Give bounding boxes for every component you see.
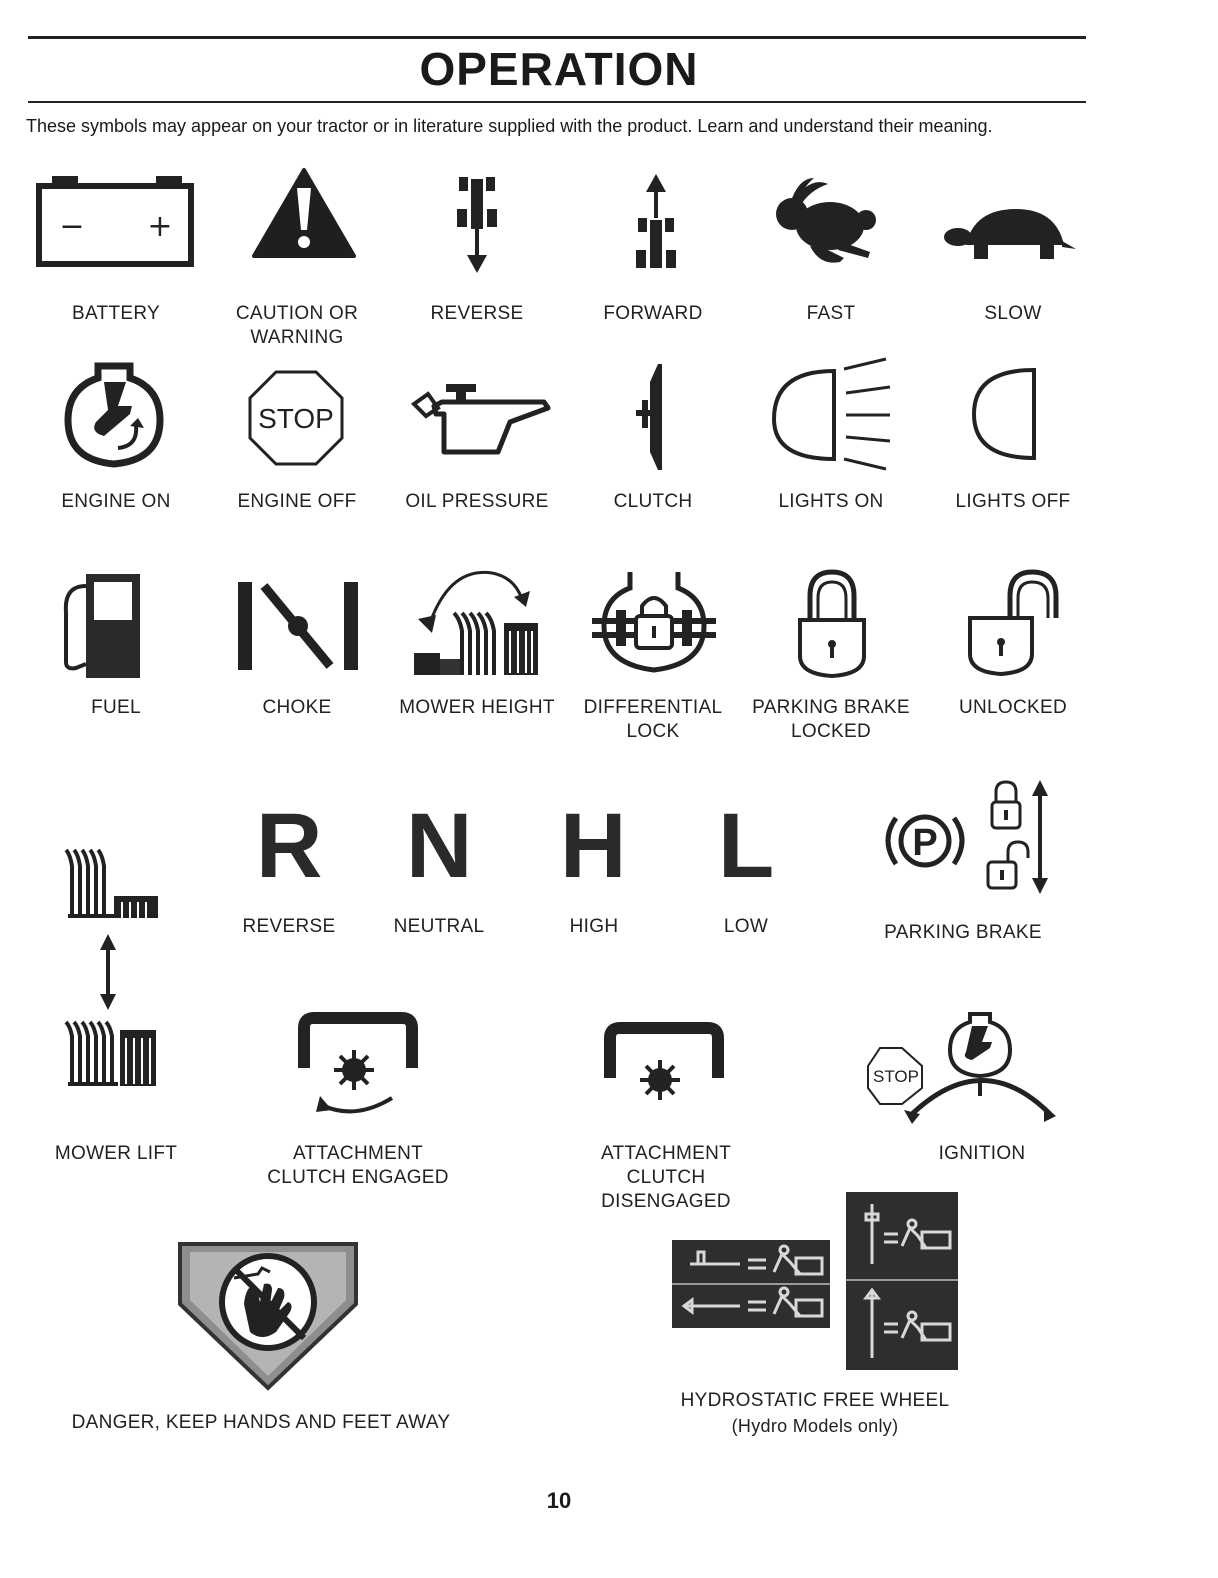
label-unlocked: UNLOCKED xyxy=(959,697,1067,718)
label-attachment-engaged: ATTACHMENT CLUTCH ENGAGED xyxy=(267,1143,449,1188)
label-lights-off: LIGHTS OFF xyxy=(955,491,1071,512)
padlock-locked-icon xyxy=(796,568,868,680)
label-caution: CAUTION OR WARNING xyxy=(235,303,359,348)
label-lights-on: LIGHTS ON xyxy=(778,491,884,512)
label-fuel: FUEL xyxy=(91,697,141,718)
hydrostatic-free-wheel-icon xyxy=(670,1190,960,1372)
label-fast: FAST xyxy=(806,303,856,324)
differential-lock-icon xyxy=(590,568,718,682)
lights-on-icon xyxy=(770,355,892,473)
choke-icon xyxy=(236,580,360,672)
padlock-unlocked-icon xyxy=(966,568,1062,678)
page-number: 10 xyxy=(546,1488,572,1513)
label-battery: BATTERY xyxy=(72,303,160,324)
oil-can-icon xyxy=(412,380,552,456)
gear-letter-r: R xyxy=(256,795,323,897)
ignition-stop-glyph: STOP xyxy=(873,1067,919,1086)
park-letter-glyph: P xyxy=(912,822,938,864)
ignition-icon xyxy=(866,1010,1058,1128)
label-choke: CHOKE xyxy=(262,697,332,718)
label-low: LOW xyxy=(723,916,769,937)
intro-text: These symbols may appear on your tractor or in literature supplied with the product. Learn and understand their meaning. xyxy=(26,116,993,136)
mower-height-icon xyxy=(410,565,542,677)
warning-triangle-icon xyxy=(252,168,356,258)
battery-plus-glyph: + xyxy=(147,209,173,244)
label-neutral: NEUTRAL xyxy=(393,916,485,937)
battery-icon xyxy=(36,176,196,268)
parking-brake-icon xyxy=(878,778,1054,898)
engine-on-icon xyxy=(64,360,164,470)
mower-lift-icon xyxy=(64,846,160,1092)
attachment-disengaged-icon xyxy=(602,1024,726,1112)
label-mower-lift: MOWER LIFT xyxy=(54,1143,178,1164)
label-high: HIGH xyxy=(569,916,619,937)
label-parking-brake: PARKING BRAKE xyxy=(884,922,1042,943)
label-slow: SLOW xyxy=(984,303,1042,324)
fuel-pump-icon xyxy=(60,572,144,680)
label-forward: FORWARD xyxy=(603,303,703,324)
reverse-tractor-icon xyxy=(454,175,500,275)
turtle-icon xyxy=(944,205,1078,265)
label-oil-pressure: OIL PRESSURE xyxy=(405,491,549,512)
lights-off-icon xyxy=(970,368,1042,460)
label-reverse-gear: REVERSE xyxy=(242,916,336,937)
label-engine-off: ENGINE OFF xyxy=(237,491,357,512)
label-mower-height: MOWER HEIGHT xyxy=(399,697,555,718)
label-clutch: CLUTCH xyxy=(613,491,693,512)
gear-letter-l: L xyxy=(718,795,775,897)
label-hydro-line2: (Hydro Models only) xyxy=(731,1416,899,1436)
label-differential-lock: DIFFERENTIAL LOCK xyxy=(583,697,723,742)
label-attachment-disengaged: ATTACHMENT CLUTCH DISENGAGED xyxy=(600,1143,731,1212)
top-rule xyxy=(28,36,1086,39)
label-engine-on: ENGINE ON xyxy=(61,491,171,512)
stop-sign-icon xyxy=(248,370,344,466)
label-ignition: IGNITION xyxy=(938,1143,1026,1164)
label-parking-brake-locked: PARKING BRAKE LOCKED xyxy=(752,697,910,742)
gear-letter-h: H xyxy=(560,795,627,897)
danger-hands-icon xyxy=(174,1240,362,1392)
clutch-icon xyxy=(632,362,672,472)
title-rule xyxy=(28,101,1086,103)
attachment-engaged-icon xyxy=(296,1014,420,1120)
battery-minus-glyph: − xyxy=(59,209,85,244)
page-title: OPERATION xyxy=(419,43,699,95)
label-reverse-direction: REVERSE xyxy=(430,303,524,324)
stop-sign-glyph: STOP xyxy=(258,403,334,434)
gear-letter-n: N xyxy=(406,795,473,897)
rabbit-icon xyxy=(770,176,880,268)
label-hydro-line1: HYDROSTATIC FREE WHEEL xyxy=(680,1390,950,1411)
label-danger: DANGER, KEEP HANDS AND FEET AWAY xyxy=(71,1412,451,1433)
forward-tractor-icon xyxy=(633,172,679,272)
